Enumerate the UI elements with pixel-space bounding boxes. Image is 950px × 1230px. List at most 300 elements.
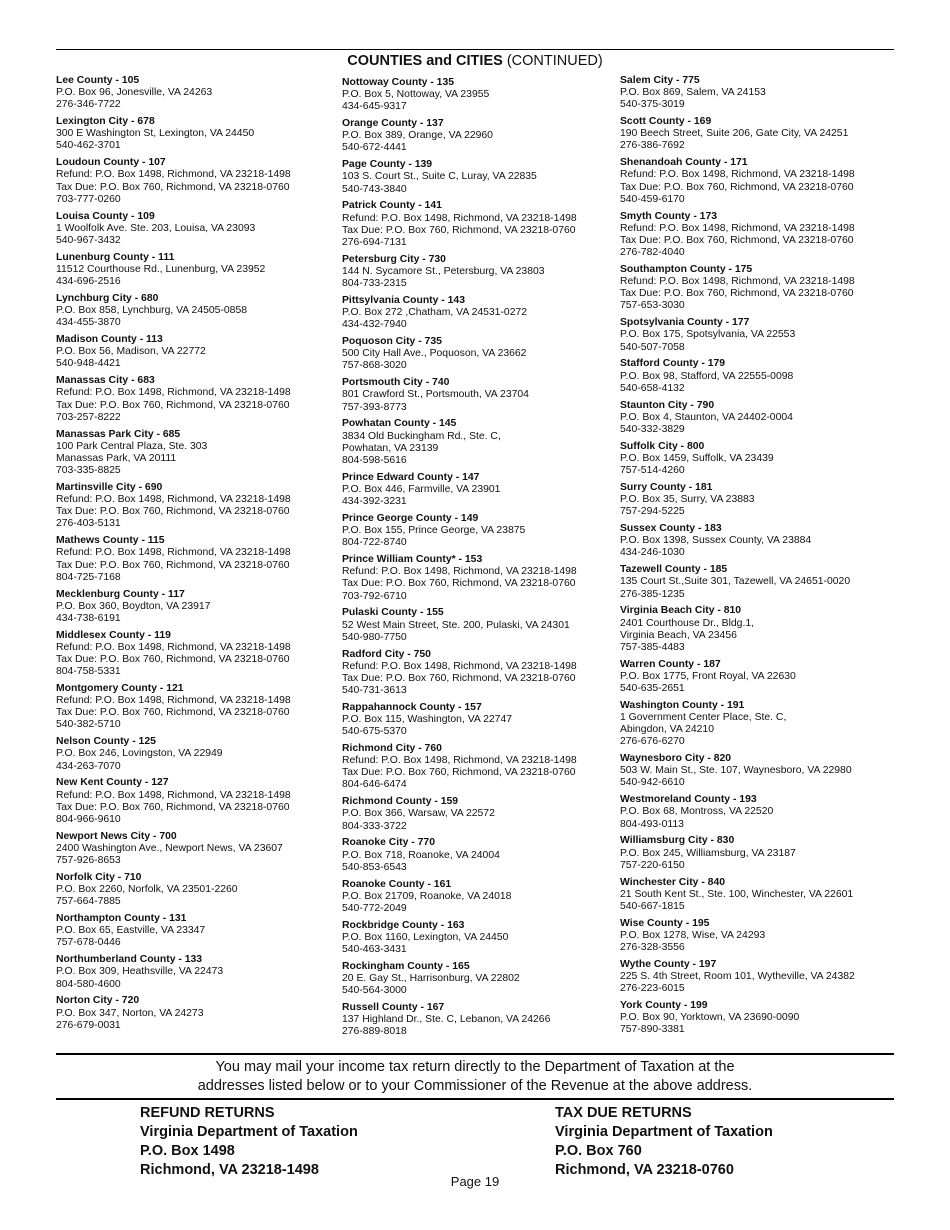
directory-column-2 — [342, 77, 616, 1043]
locality-name: Southampton County - 175 — [620, 263, 753, 275]
locality-entry — [620, 523, 894, 559]
locality-name: Norfolk City - 710 — [56, 871, 142, 883]
locality-name: New Kent County - 127 — [56, 777, 169, 789]
locality-detail-line: 540-507-7058 — [620, 341, 685, 353]
locality-entry — [56, 75, 336, 111]
locality-name: Stafford County - 179 — [620, 358, 726, 370]
locality-entry — [620, 1000, 894, 1036]
locality-detail-line: 540-853-6543 — [342, 861, 407, 873]
locality-detail-line: P.O. Box 366, Warsaw, VA 22572 — [342, 808, 495, 820]
locality-detail-line: 540-635-2651 — [620, 682, 685, 694]
locality-entry — [56, 736, 336, 772]
locality-name: Norton City - 720 — [56, 995, 140, 1007]
locality-entry — [342, 743, 616, 792]
locality-detail-line: P.O. Box 245, Williamsburg, VA 23187 — [620, 847, 796, 859]
locality-detail-line: P.O. Box 21709, Roanoke, VA 24018 — [342, 890, 512, 902]
locality-entry — [56, 913, 336, 949]
locality-detail-line: Tax Due: P.O. Box 760, Richmond, VA 23218-0760 — [342, 767, 576, 779]
locality-detail-line: P.O. Box 96, Jonesville, VA 24263 — [56, 87, 213, 99]
locality-entry — [56, 872, 336, 908]
locality-name: Staunton City - 790 — [620, 399, 715, 411]
locality-detail-line: 804-722-8740 — [342, 537, 407, 549]
locality-entry — [620, 157, 894, 206]
locality-detail-line: 804-733-2315 — [342, 278, 407, 290]
locality-name: Pulaski County - 155 — [342, 607, 444, 619]
locality-entry — [620, 264, 894, 313]
locality-detail-line: 135 Court St.,Suite 301, Tazewell, VA 24651-0020 — [620, 576, 851, 588]
locality-name: Shenandoah County - 171 — [620, 157, 748, 169]
locality-entry — [56, 535, 336, 584]
locality-detail-line: 540-772-2049 — [342, 902, 407, 914]
locality-detail-line: 540-658-4132 — [620, 382, 685, 394]
locality-entry — [56, 293, 336, 329]
locality-name: York County - 199 — [620, 1000, 708, 1012]
refund-city: Richmond, VA 23218-1498 — [140, 1162, 319, 1178]
locality-detail-line: 276-403-5131 — [56, 518, 121, 530]
locality-detail-line: 2400 Washington Ave., Newport News, VA 23607 — [56, 842, 283, 854]
locality-detail-line: 100 Park Central Plaza, Ste. 303 — [56, 440, 208, 452]
locality-name: Wise County - 195 — [620, 917, 710, 929]
locality-detail-line: 276-694-7131 — [342, 236, 407, 248]
refund-returns-address — [140, 1104, 358, 1180]
locality-detail-line: 434-432-7940 — [342, 319, 407, 331]
locality-entry — [56, 375, 336, 424]
locality-detail-line: Powhatan, VA 23139 — [342, 442, 439, 454]
locality-detail-line: P.O. Box 155, Prince George, VA 23875 — [342, 525, 526, 537]
locality-entry — [620, 753, 894, 789]
locality-detail-line: Tax Due: P.O. Box 760, Richmond, VA 23218-0760 — [620, 181, 854, 193]
locality-detail-line: Tax Due: P.O. Box 760, Richmond, VA 23218-0760 — [56, 181, 290, 193]
locality-detail-line: Tax Due: P.O. Box 760, Richmond, VA 23218-0760 — [56, 399, 290, 411]
locality-entry — [56, 116, 336, 152]
locality-detail-line: P.O. Box 360, Boydton, VA 23917 — [56, 600, 211, 612]
locality-detail-line: Refund: P.O. Box 1498, Richmond, VA 23218-1498 — [56, 789, 291, 801]
locality-detail-line: 276-223-6015 — [620, 983, 685, 995]
locality-entry — [56, 831, 336, 867]
locality-detail-line: 804-646-6474 — [342, 779, 407, 791]
taxdue-title: TAX DUE RETURNS — [555, 1105, 692, 1121]
locality-entry — [342, 920, 616, 956]
locality-detail-line: Tax Due: P.O. Box 760, Richmond, VA 23218-0760 — [56, 707, 290, 719]
refund-title: REFUND RETURNS — [140, 1105, 275, 1121]
locality-entry — [56, 211, 336, 247]
locality-entry — [342, 377, 616, 413]
locality-entry — [342, 295, 616, 331]
locality-detail-line: Abingdon, VA 24210 — [620, 724, 714, 736]
locality-detail-line: 137 Highland Dr., Ste. C, Lebanon, VA 24266 — [342, 1014, 551, 1026]
top-rule — [56, 49, 894, 50]
locality-detail-line: Tax Due: P.O. Box 760, Richmond, VA 23218-0760 — [56, 653, 290, 665]
locality-detail-line: 540-564-3000 — [342, 985, 407, 997]
locality-entry — [56, 589, 336, 625]
locality-entry — [56, 429, 336, 478]
locality-detail-line: 276-782-4040 — [620, 247, 685, 259]
locality-detail-line: 434-738-6191 — [56, 612, 121, 624]
locality-entry — [342, 879, 616, 915]
locality-detail-line: 434-263-7070 — [56, 760, 121, 772]
locality-name: Tazewell County - 185 — [620, 564, 728, 576]
locality-detail-line: P.O. Box 347, Norton, VA 24273 — [56, 1007, 204, 1019]
locality-detail-line: 103 S. Court St., Suite C, Luray, VA 22835 — [342, 171, 537, 183]
locality-detail-line: Tax Due: P.O. Box 760, Richmond, VA 23218-0760 — [620, 234, 854, 246]
heading-bold: COUNTIES and CITIES — [347, 53, 503, 69]
locality-name: Northampton County - 131 — [56, 913, 187, 925]
locality-detail-line: Refund: P.O. Box 1498, Richmond, VA 23218-1498 — [342, 566, 577, 578]
locality-detail-line: Manassas Park, VA 20111 — [56, 452, 177, 464]
locality-name: Rockbridge County - 163 — [342, 919, 465, 931]
locality-detail-line: 540-731-3613 — [342, 684, 407, 696]
locality-detail-line: 434-392-3231 — [342, 496, 407, 508]
locality-name: Sussex County - 183 — [620, 523, 722, 535]
taxdue-box: P.O. Box 760 — [555, 1143, 642, 1159]
locality-detail-line: 540-667-1815 — [620, 900, 685, 912]
locality-detail-line: 276-676-6270 — [620, 736, 685, 748]
locality-detail-line: 540-675-5370 — [342, 726, 407, 738]
locality-detail-line: 757-220-6150 — [620, 859, 685, 871]
locality-entry — [620, 358, 894, 394]
locality-detail-line: Refund: P.O. Box 1498, Richmond, VA 23218-1498 — [56, 695, 291, 707]
locality-entry — [620, 700, 894, 749]
locality-name: Williamsburg City - 830 — [620, 835, 735, 847]
locality-name: Washington County - 191 — [620, 699, 745, 711]
locality-name: Lunenburg County - 111 — [56, 251, 175, 263]
locality-entry — [342, 796, 616, 832]
locality-entry — [620, 116, 894, 152]
locality-detail-line: 2401 Courthouse Dr., Bldg.1, — [620, 617, 755, 629]
locality-detail-line: 276-386-7692 — [620, 140, 685, 152]
locality-detail-line: 804-758-5331 — [56, 666, 121, 678]
locality-name: Spotsylvania County - 177 — [620, 317, 750, 329]
locality-name: Prince William County* - 153 — [342, 554, 483, 566]
locality-detail-line: 757-385-4483 — [620, 641, 685, 653]
locality-entry — [620, 835, 894, 871]
locality-detail-line: 276-889-8018 — [342, 1026, 407, 1038]
locality-detail-line: 804-493-0113 — [620, 818, 684, 830]
locality-detail-line: P.O. Box 309, Heathsville, VA 22473 — [56, 966, 224, 978]
locality-entry — [56, 334, 336, 370]
locality-name: Loudoun County - 107 — [56, 157, 166, 169]
page-number: Page 19 — [450, 1174, 500, 1189]
notice-line-1: You may mail your income tax return directly to the Department of Taxation at the — [215, 1059, 735, 1075]
taxdue-city: Richmond, VA 23218-0760 — [555, 1162, 734, 1178]
locality-name: Middlesex County - 119 — [56, 629, 171, 641]
locality-entry — [342, 649, 616, 698]
locality-detail-line: 225 S. 4th Street, Room 101, Wytheville, VA 24382 — [620, 971, 855, 983]
locality-detail-line: Refund: P.O. Box 1498, Richmond, VA 23218-1498 — [56, 169, 291, 181]
locality-detail-line: Refund: P.O. Box 1498, Richmond, VA 23218-1498 — [342, 212, 577, 224]
locality-name: Virginia Beach City - 810 — [620, 605, 742, 617]
locality-name: Richmond City - 760 — [342, 742, 442, 754]
locality-detail-line: P.O. Box 858, Lynchburg, VA 24505-0858 — [56, 305, 248, 317]
locality-detail-line: P.O. Box 1775, Front Royal, VA 22630 — [620, 670, 796, 682]
locality-detail-line: 434-696-2516 — [56, 276, 121, 288]
locality-detail-line: 1 Government Center Place, Ste. C, — [620, 711, 787, 723]
locality-detail-line: 21 South Kent St., Ste. 100, Winchester, VA 22601 — [620, 888, 854, 900]
locality-detail-line: 540-375-3019 — [620, 99, 685, 111]
locality-detail-line: 540-672-4441 — [342, 142, 407, 154]
locality-detail-line: 276-385-1235 — [620, 588, 685, 600]
locality-name: Powhatan County - 145 — [342, 418, 457, 430]
locality-detail-line: 804-333-3722 — [342, 820, 407, 832]
locality-detail-line: 434-246-1030 — [620, 547, 685, 559]
locality-detail-line: P.O. Box 5, Nottoway, VA 23955 — [342, 89, 490, 101]
locality-name: Wythe County - 197 — [620, 958, 717, 970]
locality-detail-line: P.O. Box 446, Farmville, VA 23901 — [342, 483, 501, 495]
locality-detail-line: 804-725-7168 — [56, 571, 121, 583]
locality-entry — [56, 777, 336, 826]
directory-column-1 — [56, 75, 336, 1037]
locality-detail-line: 804-580-4600 — [56, 978, 121, 990]
locality-name: Mathews County - 115 — [56, 535, 165, 547]
locality-detail-line: P.O. Box 1278, Wise, VA 24293 — [620, 929, 766, 941]
tax-due-returns-address — [555, 1104, 773, 1180]
locality-entry — [56, 157, 336, 206]
locality-entry — [620, 794, 894, 830]
locality-entry — [620, 877, 894, 913]
locality-entry — [342, 336, 616, 372]
locality-detail-line: 703-777-0260 — [56, 193, 121, 205]
locality-name: Newport News City - 700 — [56, 830, 177, 842]
locality-detail-line: 801 Crawford St., Portsmouth, VA 23704 — [342, 389, 529, 401]
locality-entry — [342, 159, 616, 195]
directory-columns — [56, 75, 894, 1040]
mailing-notice — [0, 1058, 950, 1096]
locality-name: Warren County - 187 — [620, 658, 721, 670]
locality-name: Radford City - 750 — [342, 648, 431, 660]
locality-detail-line: P.O. Box 1398, Sussex County, VA 23884 — [620, 535, 812, 547]
locality-name: Roanoke County - 161 — [342, 878, 452, 890]
locality-detail-line: 540-332-3829 — [620, 423, 685, 435]
taxdue-dept: Virginia Department of Taxation — [555, 1124, 773, 1140]
locality-name: Lynchburg City - 680 — [56, 292, 159, 304]
locality-detail-line: 703-335-8825 — [56, 465, 121, 477]
locality-entry — [342, 200, 616, 249]
locality-detail-line: 540-942-6610 — [620, 777, 685, 789]
locality-detail-line: 503 W. Main St., Ste. 107, Waynesboro, VA 22980 — [620, 765, 852, 777]
locality-detail-line: 276-328-3556 — [620, 942, 685, 954]
locality-name: Suffolk City - 800 — [620, 440, 705, 452]
locality-entry — [56, 954, 336, 990]
locality-detail-line: 540-459-6170 — [620, 193, 685, 205]
locality-detail-line: Tax Due: P.O. Box 760, Richmond, VA 23218-0760 — [56, 801, 290, 813]
locality-entry — [342, 607, 616, 643]
notice-bottom-rule — [56, 1098, 894, 1100]
locality-entry — [56, 482, 336, 531]
notice-top-rule — [56, 1053, 894, 1055]
locality-detail-line: 540-967-3432 — [56, 234, 121, 246]
locality-detail-line: Refund: P.O. Box 1498, Richmond, VA 23218-1498 — [56, 547, 291, 559]
locality-detail-line: 757-926-8653 — [56, 855, 121, 867]
locality-detail-line: P.O. Box 65, Eastville, VA 23347 — [56, 925, 206, 937]
locality-detail-line: 434-645-9317 — [342, 101, 407, 113]
locality-entry — [342, 254, 616, 290]
directory-column-3 — [620, 75, 894, 1041]
locality-name: Orange County - 137 — [342, 118, 444, 130]
locality-detail-line: P.O. Box 1459, Suffolk, VA 23439 — [620, 452, 774, 464]
locality-detail-line: Tax Due: P.O. Box 760, Richmond, VA 23218-0760 — [342, 224, 576, 236]
locality-name: Winchester City - 840 — [620, 876, 726, 888]
locality-detail-line: 276-679-0031 — [56, 1019, 121, 1031]
locality-entry — [620, 400, 894, 436]
locality-entry — [342, 118, 616, 154]
locality-entry — [620, 441, 894, 477]
locality-detail-line: P.O. Box 869, Salem, VA 24153 — [620, 87, 766, 99]
locality-detail-line: Tax Due: P.O. Box 760, Richmond, VA 23218-0760 — [620, 288, 854, 300]
locality-detail-line: 757-868-3020 — [342, 360, 407, 372]
locality-detail-line: Refund: P.O. Box 1498, Richmond, VA 23218-1498 — [342, 755, 577, 767]
locality-entry — [342, 513, 616, 549]
locality-name: Lee County - 105 — [56, 75, 140, 86]
locality-name: Nelson County - 125 — [56, 736, 156, 748]
locality-entry — [342, 961, 616, 997]
locality-detail-line: 703-257-8222 — [56, 411, 121, 423]
locality-entry — [56, 683, 336, 732]
notice-line-2: addresses listed below or to your Commissioner of the Revenue at the above address. — [197, 1078, 753, 1094]
locality-detail-line: 757-653-3030 — [620, 300, 685, 312]
locality-entry — [56, 995, 336, 1031]
locality-entry — [620, 564, 894, 600]
locality-entry — [342, 554, 616, 603]
locality-detail-line: 804-598-5616 — [342, 454, 407, 466]
locality-detail-line: 500 City Hall Ave., Poquoson, VA 23662 — [342, 348, 527, 360]
locality-detail-line: P.O. Box 115, Washington, VA 22747 — [342, 713, 513, 725]
locality-entry — [620, 959, 894, 995]
locality-entry — [56, 252, 336, 288]
locality-entry — [342, 418, 616, 467]
locality-detail-line: 804-966-9610 — [56, 813, 121, 825]
locality-entry — [342, 702, 616, 738]
locality-detail-line: P.O. Box 90, Yorktown, VA 23690-0090 — [620, 1012, 800, 1024]
locality-detail-line: P.O. Box 98, Stafford, VA 22555-0098 — [620, 370, 794, 382]
locality-name: Poquoson City - 735 — [342, 336, 442, 348]
locality-entry — [620, 317, 894, 353]
locality-detail-line: Refund: P.O. Box 1498, Richmond, VA 23218-1498 — [342, 660, 577, 672]
locality-detail-line: P.O. Box 4, Staunton, VA 24402-0004 — [620, 411, 793, 423]
locality-name: Patrick County - 141 — [342, 200, 442, 212]
refund-box: P.O. Box 1498 — [140, 1143, 235, 1159]
locality-name: Page County - 139 — [342, 159, 433, 171]
locality-entry — [620, 605, 894, 654]
locality-name: Waynesboro City - 820 — [620, 753, 732, 765]
locality-detail-line: P.O. Box 389, Orange, VA 22960 — [342, 130, 493, 142]
locality-detail-line: 757-514-4260 — [620, 465, 685, 477]
locality-name: Nottoway County - 135 — [342, 77, 454, 88]
page-heading — [0, 52, 950, 70]
locality-name: Smyth County - 173 — [620, 210, 717, 222]
locality-detail-line: 540-743-3840 — [342, 183, 407, 195]
locality-detail-line: 1 Woolfolk Ave. Ste. 203, Louisa, VA 23093 — [56, 222, 256, 234]
locality-detail-line: Tax Due: P.O. Box 760, Richmond, VA 23218-0760 — [56, 559, 290, 571]
locality-detail-line: Refund: P.O. Box 1498, Richmond, VA 23218-1498 — [56, 494, 291, 506]
locality-name: Russell County - 167 — [342, 1002, 445, 1014]
locality-detail-line: 434-455-3870 — [56, 317, 121, 329]
locality-detail-line: Refund: P.O. Box 1498, Richmond, VA 23218-1498 — [56, 641, 291, 653]
locality-detail-line: 190 Beech Street, Suite 206, Gate City, VA 24251 — [620, 128, 849, 140]
locality-detail-line: P.O. Box 2260, Norfolk, VA 23501-2260 — [56, 884, 238, 896]
locality-detail-line: 703-792-6710 — [342, 590, 407, 602]
locality-detail-line: 540-948-4421 — [56, 358, 121, 370]
locality-detail-line: 757-664-7885 — [56, 896, 121, 908]
locality-entry — [342, 1002, 616, 1038]
locality-detail-line: P.O. Box 35, Surry, VA 23883 — [620, 494, 755, 506]
locality-detail-line: P.O. Box 56, Madison, VA 22772 — [56, 346, 206, 358]
locality-entry — [620, 482, 894, 518]
locality-detail-line: 540-382-5710 — [56, 719, 121, 731]
locality-detail-line: P.O. Box 718, Roanoke, VA 24004 — [342, 849, 500, 861]
locality-name: Surry County - 181 — [620, 481, 713, 493]
locality-name: Northumberland County - 133 — [56, 954, 203, 966]
locality-detail-line: 540-463-3431 — [342, 944, 407, 956]
locality-name: Pittsylvania County - 143 — [342, 294, 465, 306]
locality-detail-line: 757-393-8773 — [342, 401, 407, 413]
locality-name: Roanoke City - 770 — [342, 837, 435, 849]
locality-detail-line: P.O. Box 68, Montross, VA 22520 — [620, 806, 774, 818]
locality-entry — [342, 837, 616, 873]
locality-detail-line: P.O. Box 1160, Lexington, VA 24450 — [342, 931, 509, 943]
locality-detail-line: 144 N. Sycamore St., Petersburg, VA 23803 — [342, 265, 545, 277]
locality-name: Scott County - 169 — [620, 116, 712, 128]
locality-detail-line: Tax Due: P.O. Box 760, Richmond, VA 23218-0760 — [56, 506, 290, 518]
locality-name: Montgomery County - 121 — [56, 682, 184, 694]
locality-name: Rappahannock County - 157 — [342, 701, 482, 713]
locality-detail-line: Tax Due: P.O. Box 760, Richmond, VA 23218-0760 — [342, 578, 576, 590]
locality-detail-line: 540-462-3701 — [56, 140, 121, 152]
locality-detail-line: 757-890-3381 — [620, 1024, 685, 1036]
locality-name: Richmond County - 159 — [342, 796, 459, 808]
locality-detail-line: Virginia Beach, VA 23456 — [620, 629, 737, 641]
locality-name: Lexington City - 678 — [56, 116, 155, 128]
locality-entry — [342, 472, 616, 508]
locality-name: Manassas City - 683 — [56, 375, 155, 387]
locality-entry — [56, 630, 336, 679]
locality-name: Louisa County - 109 — [56, 210, 155, 222]
locality-name: Prince George County - 149 — [342, 512, 479, 524]
locality-name: Westmoreland County - 193 — [620, 794, 757, 806]
locality-detail-line: 52 West Main Street, Ste. 200, Pulaski, VA 24301 — [342, 619, 570, 631]
locality-detail-line: P.O. Box 272 ,Chatham, VA 24531-0272 — [342, 307, 528, 319]
locality-detail-line: Refund: P.O. Box 1498, Richmond, VA 23218-1498 — [56, 387, 291, 399]
locality-detail-line: 540-980-7750 — [342, 631, 407, 643]
locality-entry — [620, 918, 894, 954]
locality-detail-line: 276-346-7722 — [56, 99, 121, 111]
locality-name: Manassas Park City - 685 — [56, 428, 181, 440]
locality-detail-line: Refund: P.O. Box 1498, Richmond, VA 23218-1498 — [620, 169, 855, 181]
locality-detail-line: Refund: P.O. Box 1498, Richmond, VA 23218-1498 — [620, 276, 855, 288]
locality-entry — [620, 211, 894, 260]
locality-name: Martinsville City - 690 — [56, 481, 163, 493]
locality-name: Rockingham County - 165 — [342, 960, 470, 972]
locality-detail-line: 757-294-5225 — [620, 506, 685, 518]
locality-name: Madison County - 113 — [56, 334, 163, 346]
locality-detail-line: 11512 Courthouse Rd., Lunenburg, VA 23952 — [56, 263, 266, 275]
locality-entry — [342, 77, 616, 113]
locality-name: Salem City - 775 — [620, 75, 700, 86]
locality-entry — [620, 659, 894, 695]
refund-dept: Virginia Department of Taxation — [140, 1124, 358, 1140]
locality-detail-line: 300 E Washington St, Lexington, VA 24450 — [56, 128, 255, 140]
locality-name: Petersburg City - 730 — [342, 253, 446, 265]
locality-detail-line: 3834 Old Buckingham Rd., Ste. C, — [342, 430, 501, 442]
locality-detail-line: P.O. Box 246, Lovingston, VA 22949 — [56, 748, 223, 760]
heading-continued: (CONTINUED) — [502, 53, 603, 69]
locality-entry — [620, 75, 894, 111]
locality-detail-line: 757-678-0446 — [56, 937, 121, 949]
locality-name: Portsmouth City - 740 — [342, 377, 450, 389]
locality-detail-line: 20 E. Gay St., Harrisonburg, VA 22802 — [342, 973, 520, 985]
locality-detail-line: P.O. Box 175, Spotsylvania, VA 22553 — [620, 329, 796, 341]
locality-name: Prince Edward County - 147 — [342, 471, 480, 483]
locality-name: Mecklenburg County - 117 — [56, 588, 185, 600]
